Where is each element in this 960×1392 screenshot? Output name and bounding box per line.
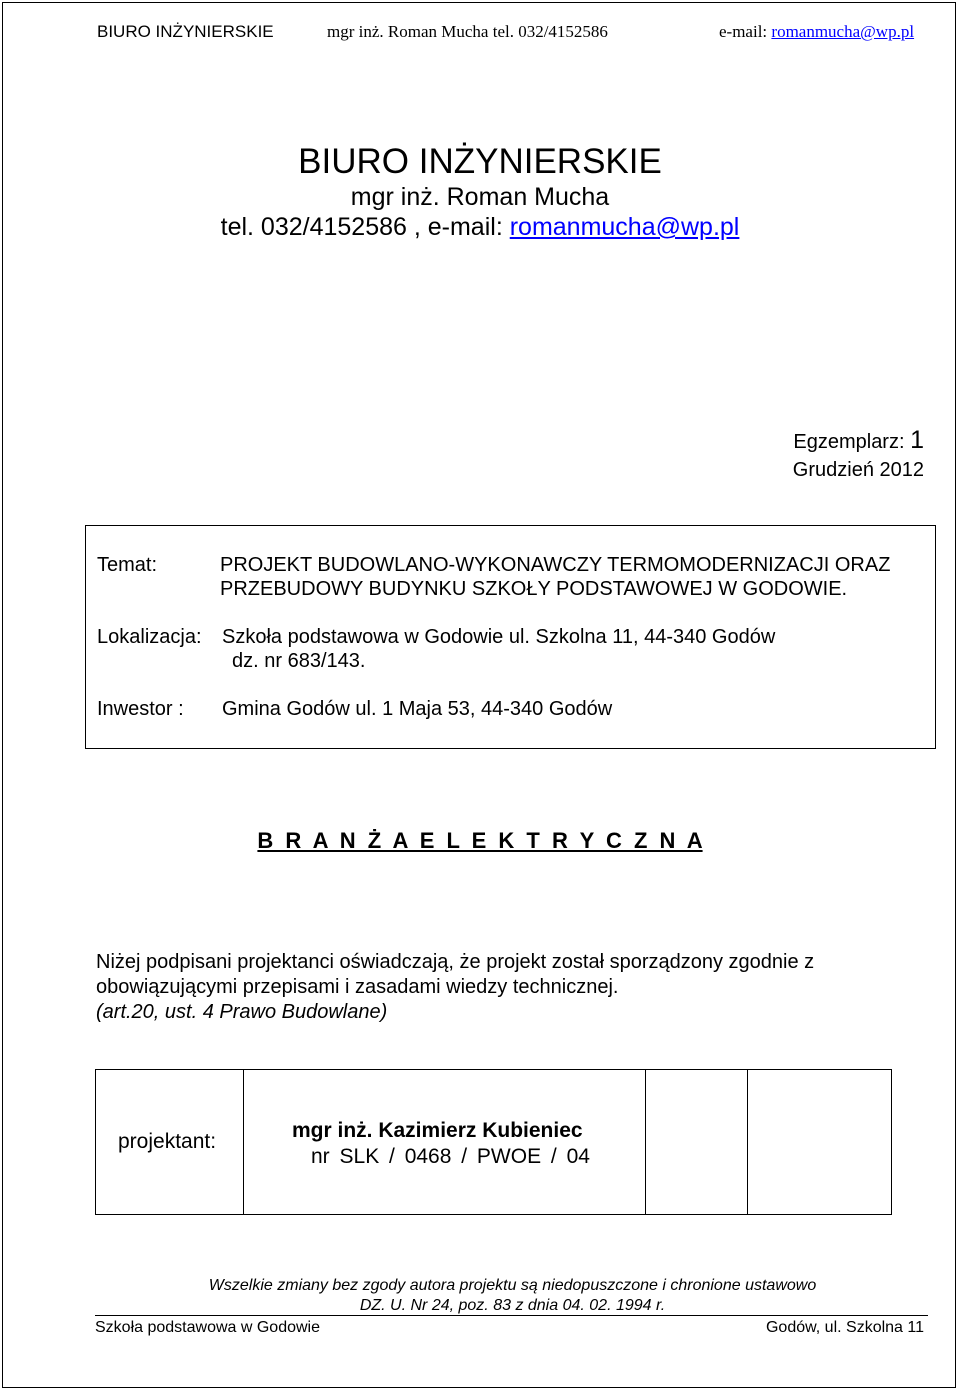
- branch-title: B R A N Ż A E L E K T R Y C Z N A: [257, 828, 703, 853]
- signature-cell: [651, 1110, 741, 1170]
- statement-line-2: obowiązującymi przepisami i zasadami wiedzy technicznej.: [96, 976, 619, 998]
- footer-right: Godów, ul. Szkolna 11: [765, 1319, 924, 1336]
- designer-license: nr SLK / 0468 / PWOE / 04: [311, 1145, 590, 1168]
- contact-line: [0, 212, 960, 242]
- column-divider: [645, 1070, 646, 1214]
- notice-line-1: Wszelkie zmiany bez zgody autora projektu są niedopuszczone i chronione ustawowo: [208, 1277, 817, 1294]
- copy-number-value: 1: [910, 426, 924, 454]
- investor-value: Gmina Godów ul. 1 Maja 53, 44-340 Godów: [222, 698, 613, 720]
- designer-table: [95, 1069, 892, 1215]
- footer-divider: [95, 1315, 928, 1316]
- topic-label: Temat:: [97, 554, 158, 576]
- statement-line-1: Niżej podpisani projektanci oświadczają, że projekt został sporządzony zgodnie z: [96, 951, 815, 973]
- investor-label: Inwestor :: [97, 698, 184, 720]
- header-email-link[interactable]: romanmucha@wp.pl: [771, 22, 915, 41]
- location-label: Lokalizacja:: [97, 626, 202, 648]
- column-divider: [243, 1070, 244, 1214]
- copy-block: [793, 426, 924, 484]
- copy-date: Grudzień 2012: [792, 459, 924, 481]
- notice-line-2: DZ. U. Nr 24, poz. 83 z dnia 04. 02. 1994 r.: [359, 1297, 666, 1314]
- engineer-name: mgr inż. Roman Mucha: [350, 183, 610, 211]
- copy-label: Egzemplarz:: [793, 431, 911, 453]
- designer-name: mgr inż. Kazimierz Kubieniec: [292, 1119, 583, 1142]
- column-divider: [747, 1070, 748, 1214]
- location-line-2: dz. nr 683/143.: [232, 650, 366, 672]
- statement-line-3: (art.20, ust. 4 Prawo Budowlane): [96, 1001, 388, 1023]
- topic-line-2: PRZEBUDOWY BUDYNKU SZKOŁY PODSTAWOWEJ W GODOWIE.: [220, 578, 848, 600]
- title-block: [0, 142, 960, 242]
- company-name: BIURO INŻYNIERSKIE: [298, 142, 662, 181]
- project-info-box: [85, 525, 936, 749]
- designer-role: projektant:: [118, 1130, 217, 1153]
- footer-left: Szkoła podstawowa w Godowie: [95, 1319, 321, 1336]
- header-email: [719, 22, 914, 42]
- header-email-label: e-mail:: [719, 22, 772, 41]
- contact-tel: tel. 032/4152586 , e-mail:: [220, 213, 510, 241]
- topic-line-1: PROJEKT BUDOWLANO-WYKONAWCZY TERMOMODERNIZACJI ORAZ: [220, 554, 891, 576]
- copy-number: [793, 426, 924, 456]
- contact-email-link[interactable]: romanmucha@wp.pl: [509, 213, 740, 241]
- header-engineer-tel: mgr inż. Roman Mucha tel. 032/4152586: [327, 22, 608, 41]
- designer-statement: [96, 950, 876, 1025]
- legal-notice: [0, 1276, 960, 1316]
- header-company: BIURO INŻYNIERSKIE: [97, 22, 274, 41]
- location-line-1: Szkoła podstawowa w Godowie ul. Szkolna 11, 44-340 Godów: [222, 626, 776, 648]
